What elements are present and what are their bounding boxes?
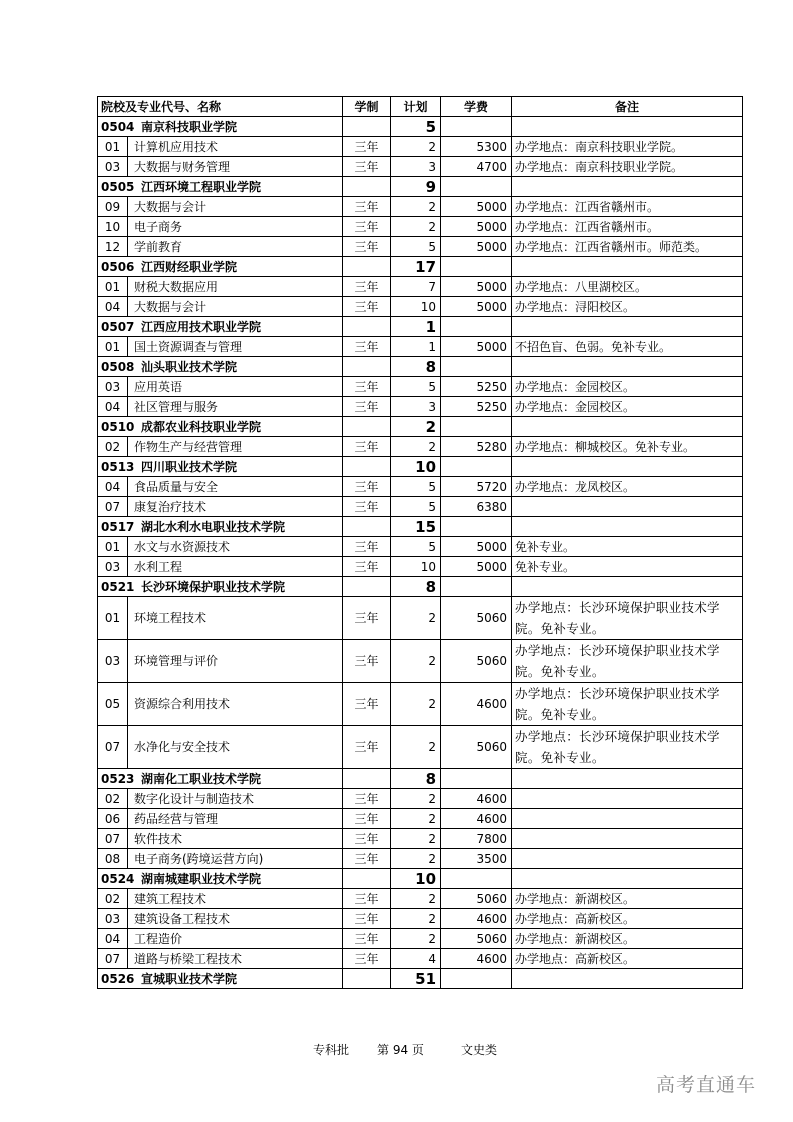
school-row — [98, 357, 743, 377]
major-row — [98, 597, 743, 640]
major-duration: 三年 — [343, 437, 391, 457]
major-name: 水净化与安全技术 — [128, 726, 343, 769]
major-plan: 10 — [391, 557, 441, 577]
major-row — [98, 909, 743, 929]
school-code: 0505 — [101, 179, 135, 194]
school-name: 成都农业科技职业学院 — [141, 419, 262, 434]
major-code: 10 — [98, 217, 128, 237]
major-plan: 3 — [391, 397, 441, 417]
school-cell — [98, 257, 343, 277]
major-name: 工程造价 — [128, 929, 343, 949]
major-fee: 5000 — [441, 537, 512, 557]
major-row — [98, 829, 743, 849]
major-plan: 5 — [391, 497, 441, 517]
school-plan-total: 2 — [391, 417, 441, 437]
major-row — [98, 437, 743, 457]
major-fee: 5000 — [441, 237, 512, 257]
major-code: 02 — [98, 437, 128, 457]
major-duration: 三年 — [343, 809, 391, 829]
duration-cell — [343, 257, 391, 277]
fee-cell — [441, 457, 512, 477]
major-note: 办学地点：江西省赣州市。 — [512, 197, 743, 217]
major-name: 国土资源调查与管理 — [128, 337, 343, 357]
major-note: 办学地点：金园校区。 — [512, 377, 743, 397]
major-plan: 2 — [391, 683, 441, 726]
major-fee: 5000 — [441, 557, 512, 577]
major-plan: 5 — [391, 537, 441, 557]
school-cell — [98, 577, 343, 597]
major-duration: 三年 — [343, 726, 391, 769]
fee-cell — [441, 969, 512, 989]
major-duration: 三年 — [343, 477, 391, 497]
major-code: 01 — [98, 597, 128, 640]
school-plan-total: 51 — [391, 969, 441, 989]
major-note — [512, 829, 743, 849]
school-name: 湖北水利水电职业技术学院 — [141, 519, 286, 534]
major-name: 资源综合利用技术 — [128, 683, 343, 726]
major-name: 电子商务(跨境运营方向) — [128, 849, 343, 869]
major-name: 学前教育 — [128, 237, 343, 257]
school-row — [98, 457, 743, 477]
note-cell — [512, 417, 743, 437]
major-row — [98, 789, 743, 809]
duration-cell — [343, 869, 391, 889]
major-note: 办学地点：新湖校区。 — [512, 929, 743, 949]
school-row — [98, 769, 743, 789]
school-cell — [98, 769, 343, 789]
major-note: 办学地点：柳城校区。免补专业。 — [512, 437, 743, 457]
major-fee: 4600 — [441, 789, 512, 809]
major-duration: 三年 — [343, 297, 391, 317]
school-plan-total: 10 — [391, 457, 441, 477]
header-duration: 学制 — [343, 97, 391, 117]
major-plan: 5 — [391, 377, 441, 397]
major-fee: 5000 — [441, 277, 512, 297]
major-row — [98, 277, 743, 297]
note-cell — [512, 257, 743, 277]
duration-cell — [343, 117, 391, 137]
major-fee: 5250 — [441, 397, 512, 417]
major-duration: 三年 — [343, 237, 391, 257]
school-name: 江西环境工程职业学院 — [141, 179, 262, 194]
header-note: 备注 — [512, 97, 743, 117]
note-cell — [512, 317, 743, 337]
major-plan: 2 — [391, 437, 441, 457]
major-code: 08 — [98, 849, 128, 869]
admission-plan-table — [97, 96, 743, 989]
major-plan: 5 — [391, 237, 441, 257]
major-plan: 2 — [391, 726, 441, 769]
major-row — [98, 377, 743, 397]
footer-category: 文史类 — [461, 1043, 498, 1057]
major-duration: 三年 — [343, 217, 391, 237]
major-note — [512, 497, 743, 517]
school-row — [98, 577, 743, 597]
school-cell — [98, 117, 343, 137]
school-cell — [98, 177, 343, 197]
major-plan: 7 — [391, 277, 441, 297]
school-code: 0526 — [101, 971, 135, 986]
major-plan: 2 — [391, 829, 441, 849]
admission-plan-sheet — [97, 96, 742, 989]
major-name: 作物生产与经营管理 — [128, 437, 343, 457]
major-duration: 三年 — [343, 557, 391, 577]
major-duration: 三年 — [343, 683, 391, 726]
school-name: 南京科技职业学院 — [141, 119, 238, 134]
school-code: 0507 — [101, 319, 135, 334]
major-fee: 4700 — [441, 157, 512, 177]
major-code: 04 — [98, 297, 128, 317]
table-header-row — [98, 97, 743, 117]
school-plan-total: 1 — [391, 317, 441, 337]
school-plan-total: 9 — [391, 177, 441, 197]
major-plan: 2 — [391, 217, 441, 237]
note-cell — [512, 969, 743, 989]
major-note: 办学地点：长沙环境保护职业技术学院。免补专业。 — [512, 640, 743, 683]
major-duration: 三年 — [343, 377, 391, 397]
major-row — [98, 197, 743, 217]
duration-cell — [343, 417, 391, 437]
major-code: 07 — [98, 829, 128, 849]
major-note: 办学地点：八里湖校区。 — [512, 277, 743, 297]
major-duration: 三年 — [343, 597, 391, 640]
major-name: 水文与水资源技术 — [128, 537, 343, 557]
major-fee: 6380 — [441, 497, 512, 517]
major-duration: 三年 — [343, 929, 391, 949]
major-name: 计算机应用技术 — [128, 137, 343, 157]
school-code: 0508 — [101, 359, 135, 374]
school-code: 0521 — [101, 579, 135, 594]
major-plan: 2 — [391, 197, 441, 217]
table-body — [98, 117, 743, 989]
major-plan: 1 — [391, 337, 441, 357]
major-code: 01 — [98, 537, 128, 557]
major-note: 不招色盲、色弱。免补专业。 — [512, 337, 743, 357]
major-note: 办学地点：江西省赣州市。 — [512, 217, 743, 237]
major-code: 04 — [98, 929, 128, 949]
major-duration: 三年 — [343, 949, 391, 969]
major-code: 09 — [98, 197, 128, 217]
note-cell — [512, 117, 743, 137]
fee-cell — [441, 357, 512, 377]
school-name: 长沙环境保护职业技术学院 — [141, 579, 286, 594]
major-fee: 4600 — [441, 909, 512, 929]
major-duration: 三年 — [343, 889, 391, 909]
school-code: 0523 — [101, 771, 135, 786]
major-note: 办学地点：新湖校区。 — [512, 889, 743, 909]
major-code: 03 — [98, 557, 128, 577]
note-cell — [512, 357, 743, 377]
major-row — [98, 477, 743, 497]
school-row — [98, 517, 743, 537]
major-code: 03 — [98, 377, 128, 397]
school-cell — [98, 417, 343, 437]
major-name: 食品质量与安全 — [128, 477, 343, 497]
school-cell — [98, 869, 343, 889]
major-plan: 2 — [391, 789, 441, 809]
major-name: 大数据与会计 — [128, 297, 343, 317]
major-row — [98, 849, 743, 869]
major-row — [98, 337, 743, 357]
school-code: 0517 — [101, 519, 135, 534]
school-name: 四川职业技术学院 — [141, 459, 238, 474]
major-row — [98, 157, 743, 177]
major-fee: 5000 — [441, 197, 512, 217]
fee-cell — [441, 869, 512, 889]
school-cell — [98, 517, 343, 537]
major-code: 02 — [98, 789, 128, 809]
major-fee: 5280 — [441, 437, 512, 457]
major-row — [98, 809, 743, 829]
major-name: 建筑工程技术 — [128, 889, 343, 909]
major-fee: 5300 — [441, 137, 512, 157]
major-row — [98, 683, 743, 726]
major-row — [98, 640, 743, 683]
fee-cell — [441, 517, 512, 537]
major-code: 01 — [98, 337, 128, 357]
major-code: 07 — [98, 497, 128, 517]
major-plan: 2 — [391, 597, 441, 640]
school-name: 宣城职业技术学院 — [141, 971, 238, 986]
major-row — [98, 237, 743, 257]
major-note: 办学地点：高新校区。 — [512, 949, 743, 969]
major-note: 办学地点：长沙环境保护职业技术学院。免补专业。 — [512, 597, 743, 640]
major-name: 环境管理与评价 — [128, 640, 343, 683]
school-plan-total: 15 — [391, 517, 441, 537]
school-name: 汕头职业技术学院 — [141, 359, 238, 374]
major-plan: 2 — [391, 137, 441, 157]
major-name: 软件技术 — [128, 829, 343, 849]
major-duration: 三年 — [343, 277, 391, 297]
major-row — [98, 929, 743, 949]
major-name: 环境工程技术 — [128, 597, 343, 640]
major-duration: 三年 — [343, 789, 391, 809]
school-cell — [98, 457, 343, 477]
major-duration: 三年 — [343, 397, 391, 417]
major-plan: 5 — [391, 477, 441, 497]
major-fee: 5060 — [441, 640, 512, 683]
major-code: 03 — [98, 640, 128, 683]
major-fee: 5000 — [441, 297, 512, 317]
major-name: 数字化设计与制造技术 — [128, 789, 343, 809]
school-code: 0513 — [101, 459, 135, 474]
major-note: 办学地点：浔阳校区。 — [512, 297, 743, 317]
major-note: 免补专业。 — [512, 537, 743, 557]
major-fee: 5720 — [441, 477, 512, 497]
major-name: 建筑设备工程技术 — [128, 909, 343, 929]
major-plan: 2 — [391, 889, 441, 909]
major-duration: 三年 — [343, 537, 391, 557]
major-code: 04 — [98, 477, 128, 497]
school-plan-total: 5 — [391, 117, 441, 137]
header-name: 院校及专业代号、名称 — [98, 97, 343, 117]
major-code: 04 — [98, 397, 128, 417]
major-duration: 三年 — [343, 497, 391, 517]
major-note: 办学地点：长沙环境保护职业技术学院。免补专业。 — [512, 726, 743, 769]
school-name: 江西财经职业学院 — [141, 259, 238, 274]
school-name: 湖南化工职业技术学院 — [141, 771, 262, 786]
major-plan: 2 — [391, 909, 441, 929]
duration-cell — [343, 317, 391, 337]
major-code: 07 — [98, 726, 128, 769]
major-code: 05 — [98, 683, 128, 726]
major-row — [98, 557, 743, 577]
fee-cell — [441, 177, 512, 197]
major-row — [98, 397, 743, 417]
major-note: 办学地点：高新校区。 — [512, 909, 743, 929]
school-plan-total: 17 — [391, 257, 441, 277]
school-row — [98, 969, 743, 989]
major-fee: 5000 — [441, 337, 512, 357]
major-fee: 7800 — [441, 829, 512, 849]
school-code: 0506 — [101, 259, 135, 274]
major-fee: 3500 — [441, 849, 512, 869]
major-fee: 4600 — [441, 949, 512, 969]
major-name: 应用英语 — [128, 377, 343, 397]
school-row — [98, 257, 743, 277]
fee-cell — [441, 317, 512, 337]
major-duration: 三年 — [343, 909, 391, 929]
major-code: 01 — [98, 277, 128, 297]
note-cell — [512, 517, 743, 537]
duration-cell — [343, 969, 391, 989]
header-plan: 计划 — [391, 97, 441, 117]
major-fee: 5250 — [441, 377, 512, 397]
major-code: 06 — [98, 809, 128, 829]
major-row — [98, 889, 743, 909]
major-name: 药品经营与管理 — [128, 809, 343, 829]
school-name: 江西应用技术职业学院 — [141, 319, 262, 334]
school-code: 0510 — [101, 419, 135, 434]
duration-cell — [343, 357, 391, 377]
duration-cell — [343, 457, 391, 477]
school-row — [98, 417, 743, 437]
major-note: 办学地点：金园校区。 — [512, 397, 743, 417]
major-code: 07 — [98, 949, 128, 969]
major-fee: 5060 — [441, 597, 512, 640]
major-duration: 三年 — [343, 640, 391, 683]
major-plan: 10 — [391, 297, 441, 317]
fee-cell — [441, 577, 512, 597]
major-duration: 三年 — [343, 829, 391, 849]
major-note: 免补专业。 — [512, 557, 743, 577]
major-code: 02 — [98, 889, 128, 909]
major-duration: 三年 — [343, 337, 391, 357]
school-code: 0504 — [101, 119, 135, 134]
major-fee: 5060 — [441, 889, 512, 909]
major-note — [512, 849, 743, 869]
major-code: 03 — [98, 157, 128, 177]
major-duration: 三年 — [343, 137, 391, 157]
major-name: 大数据与会计 — [128, 197, 343, 217]
major-row — [98, 497, 743, 517]
note-cell — [512, 577, 743, 597]
major-duration: 三年 — [343, 197, 391, 217]
major-name: 大数据与财务管理 — [128, 157, 343, 177]
major-name: 财税大数据应用 — [128, 277, 343, 297]
major-row — [98, 537, 743, 557]
major-fee: 5000 — [441, 217, 512, 237]
major-note — [512, 789, 743, 809]
major-plan: 2 — [391, 849, 441, 869]
major-row — [98, 297, 743, 317]
school-cell — [98, 317, 343, 337]
school-cell — [98, 969, 343, 989]
fee-cell — [441, 769, 512, 789]
school-cell — [98, 357, 343, 377]
note-cell — [512, 869, 743, 889]
major-duration: 三年 — [343, 157, 391, 177]
major-code: 01 — [98, 137, 128, 157]
footer-batch: 专科批 — [313, 1043, 350, 1057]
major-plan: 2 — [391, 809, 441, 829]
fee-cell — [441, 417, 512, 437]
major-plan: 2 — [391, 929, 441, 949]
major-note: 办学地点：龙凤校区。 — [512, 477, 743, 497]
major-note: 办学地点：南京科技职业学院。 — [512, 137, 743, 157]
duration-cell — [343, 769, 391, 789]
duration-cell — [343, 177, 391, 197]
major-code: 12 — [98, 237, 128, 257]
note-cell — [512, 769, 743, 789]
major-name: 道路与桥梁工程技术 — [128, 949, 343, 969]
major-note: 办学地点：长沙环境保护职业技术学院。免补专业。 — [512, 683, 743, 726]
header-fee: 学费 — [441, 97, 512, 117]
major-duration: 三年 — [343, 849, 391, 869]
school-row — [98, 117, 743, 137]
major-row — [98, 137, 743, 157]
major-plan: 4 — [391, 949, 441, 969]
major-name: 社区管理与服务 — [128, 397, 343, 417]
major-fee: 4600 — [441, 809, 512, 829]
major-fee: 4600 — [441, 683, 512, 726]
major-row — [98, 949, 743, 969]
major-code: 03 — [98, 909, 128, 929]
major-row — [98, 726, 743, 769]
major-note: 办学地点：南京科技职业学院。 — [512, 157, 743, 177]
major-plan: 3 — [391, 157, 441, 177]
note-cell — [512, 177, 743, 197]
major-name: 康复治疗技术 — [128, 497, 343, 517]
school-row — [98, 869, 743, 889]
major-fee: 5060 — [441, 929, 512, 949]
footer-page-number: 第 94 页 — [377, 1043, 424, 1057]
major-row — [98, 217, 743, 237]
major-note — [512, 809, 743, 829]
major-fee: 5060 — [441, 726, 512, 769]
fee-cell — [441, 257, 512, 277]
school-plan-total: 10 — [391, 869, 441, 889]
watermark-text: 高考直通车 — [656, 1074, 757, 1096]
school-name: 湖南城建职业技术学院 — [141, 871, 262, 886]
school-plan-total: 8 — [391, 769, 441, 789]
note-cell — [512, 457, 743, 477]
school-row — [98, 317, 743, 337]
fee-cell — [441, 117, 512, 137]
major-plan: 2 — [391, 640, 441, 683]
school-row — [98, 177, 743, 197]
duration-cell — [343, 577, 391, 597]
major-name: 电子商务 — [128, 217, 343, 237]
school-plan-total: 8 — [391, 577, 441, 597]
school-plan-total: 8 — [391, 357, 441, 377]
major-note: 办学地点：江西省赣州市。师范类。 — [512, 237, 743, 257]
major-name: 水利工程 — [128, 557, 343, 577]
duration-cell — [343, 517, 391, 537]
school-code: 0524 — [101, 871, 135, 886]
